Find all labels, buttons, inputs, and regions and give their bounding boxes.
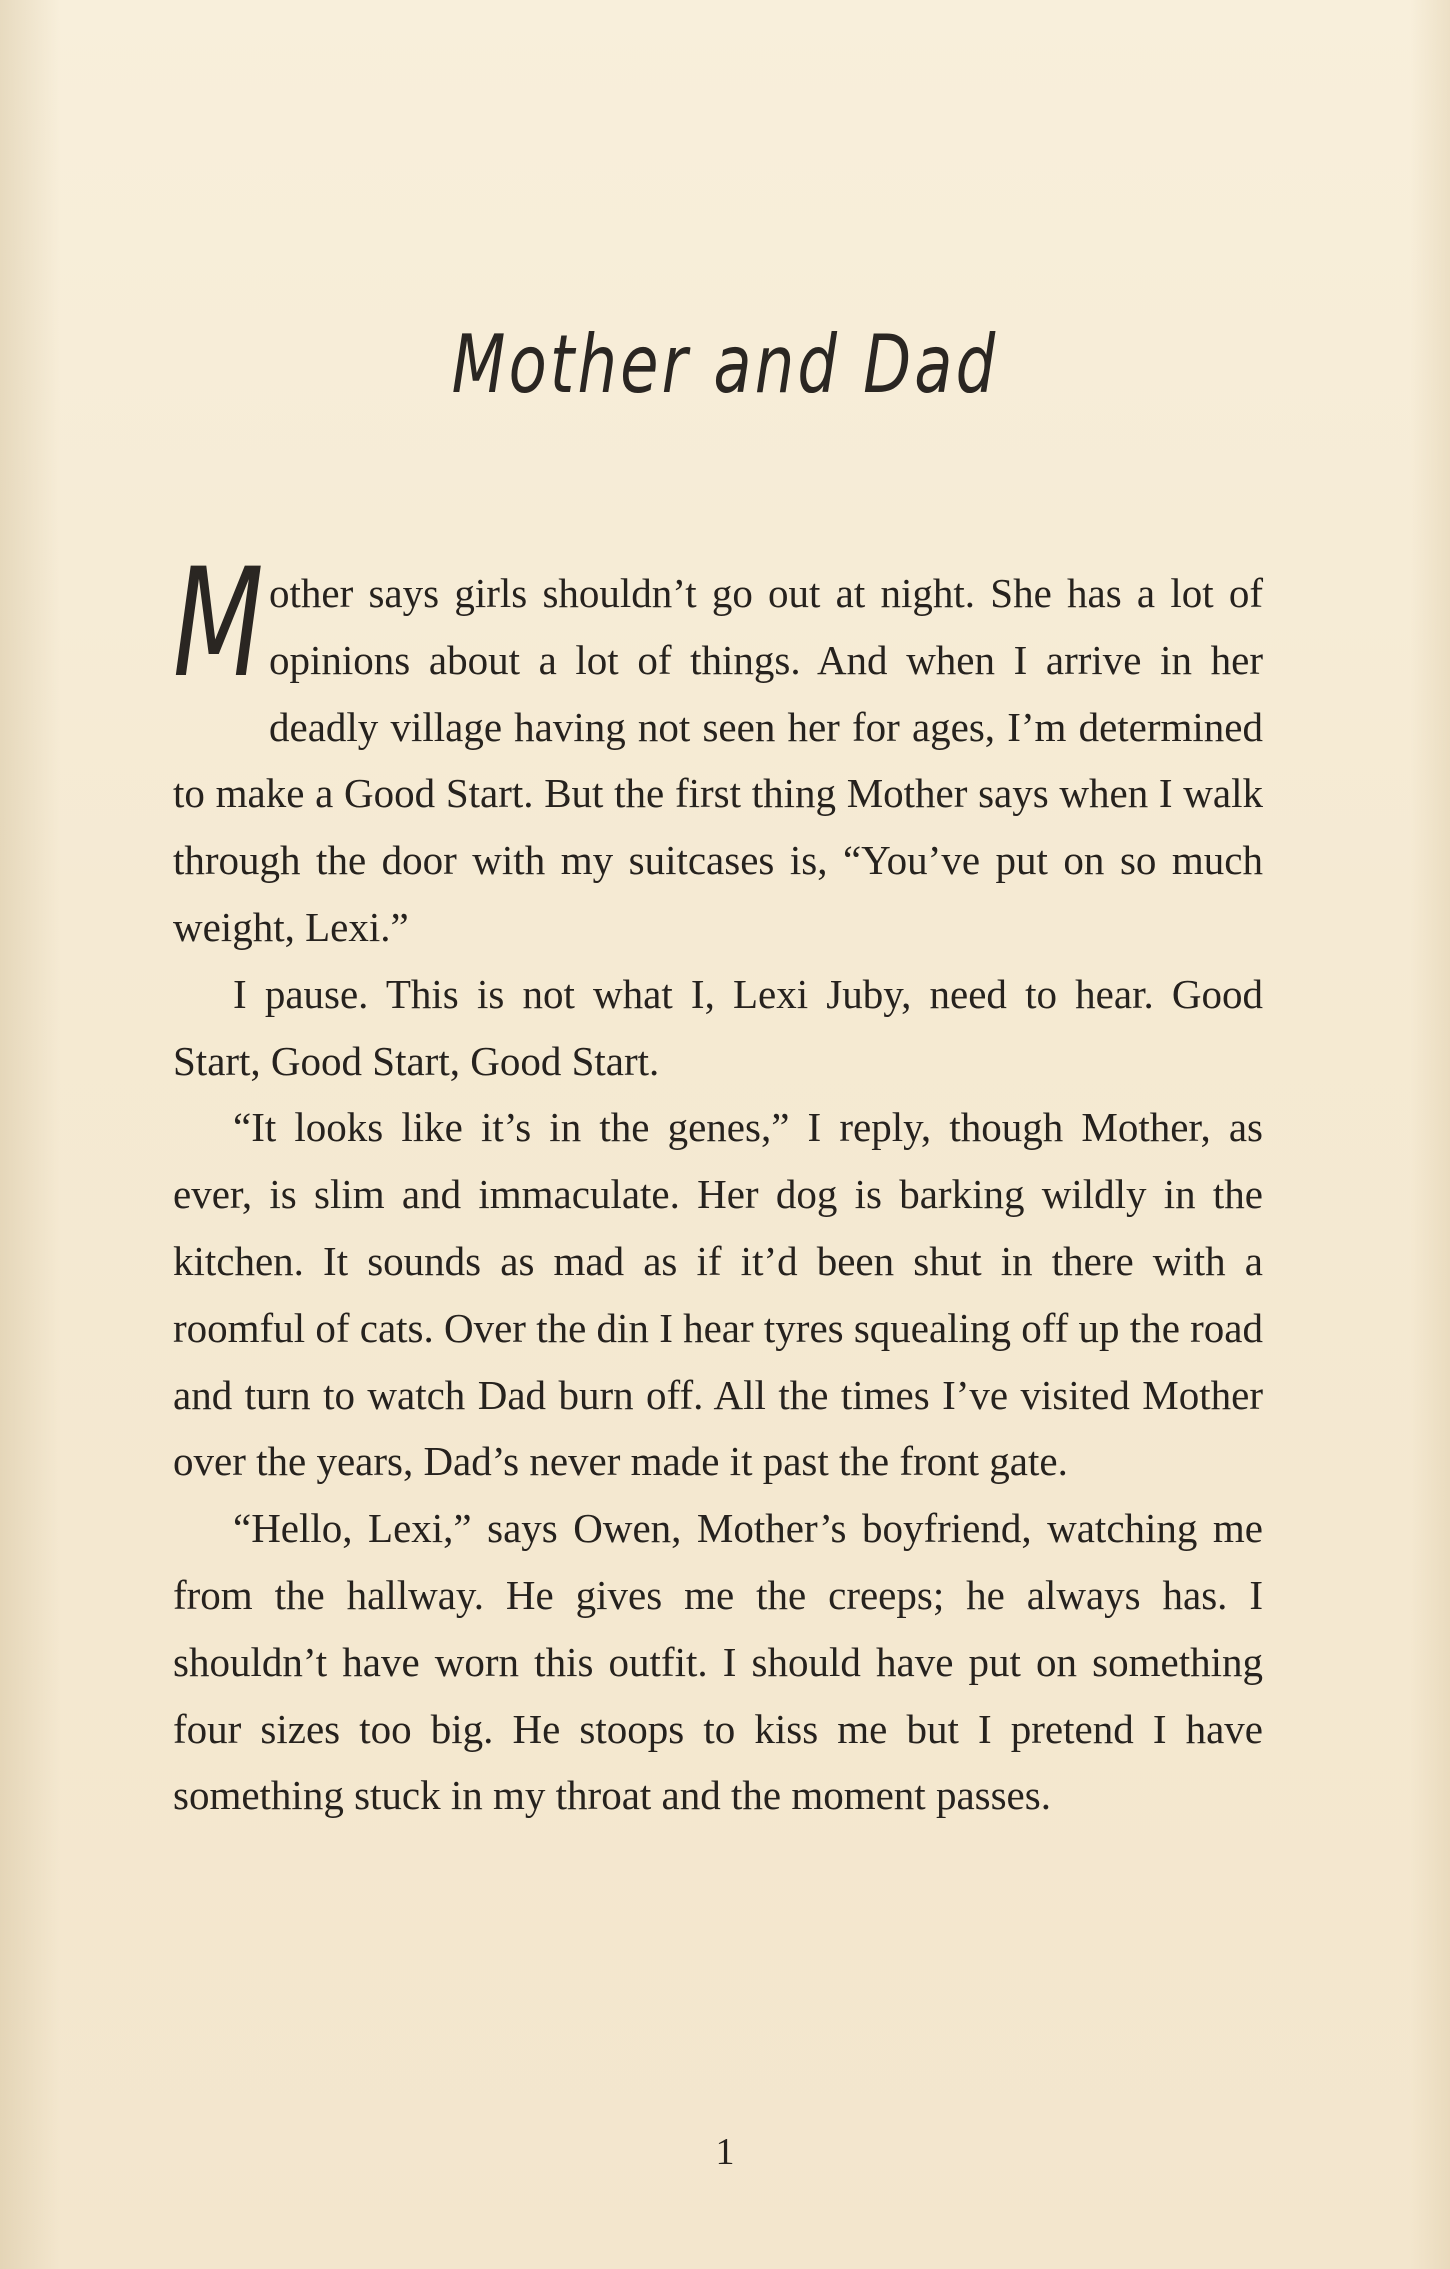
page-number: 1: [715, 2131, 735, 2173]
paragraph-4: “Hello, Lexi,” says Owen, Mother’s boyfriend, watching me from the hallway. He gives me the creeps; he always has. I shouldn’t have worn this outfit. I should have put on something four sizes too big. He stoops to kiss me but I pretend I have something stuck in my throat and the moment passes.: [173, 1505, 1263, 1819]
paragraph-2: I pause. This is not what I, Lexi Juby, need to hear. Good Start, Good Start, Good Start.: [173, 970, 1263, 1084]
drop-cap: M: [173, 537, 264, 711]
spine-shadow: [0, 0, 60, 2269]
paragraph-1-text: other says girls shouldn’t go out at night. She has a lot of opinions about a lot of things. And when I arrive in her deadly village having not seen her for ages, I’m determined to make a Good Start. But the first thing Mother says when I walk through the door with my suitcases is, “You’ve put on so much weight, Lexi.”: [173, 570, 1263, 950]
page-edge-shadow: [1410, 0, 1450, 2269]
paragraph-1: [173, 537, 1263, 961]
body-text: [173, 537, 1263, 1829]
paragraph-3: “It looks like it’s in the genes,” I reply, though Mother, as ever, is slim and immaculate. Her dog is barking wildly in the kitchen. It sounds as mad as if it’d been shut in there with a roomful of cats. Over the din I hear tyres squealing off up the road and turn to watch Dad burn off. All the times I’ve visited Mother over the years, Dad’s never made it past the front gate.: [173, 1104, 1263, 1485]
chapter-title: Mother and Dad: [451, 318, 999, 411]
